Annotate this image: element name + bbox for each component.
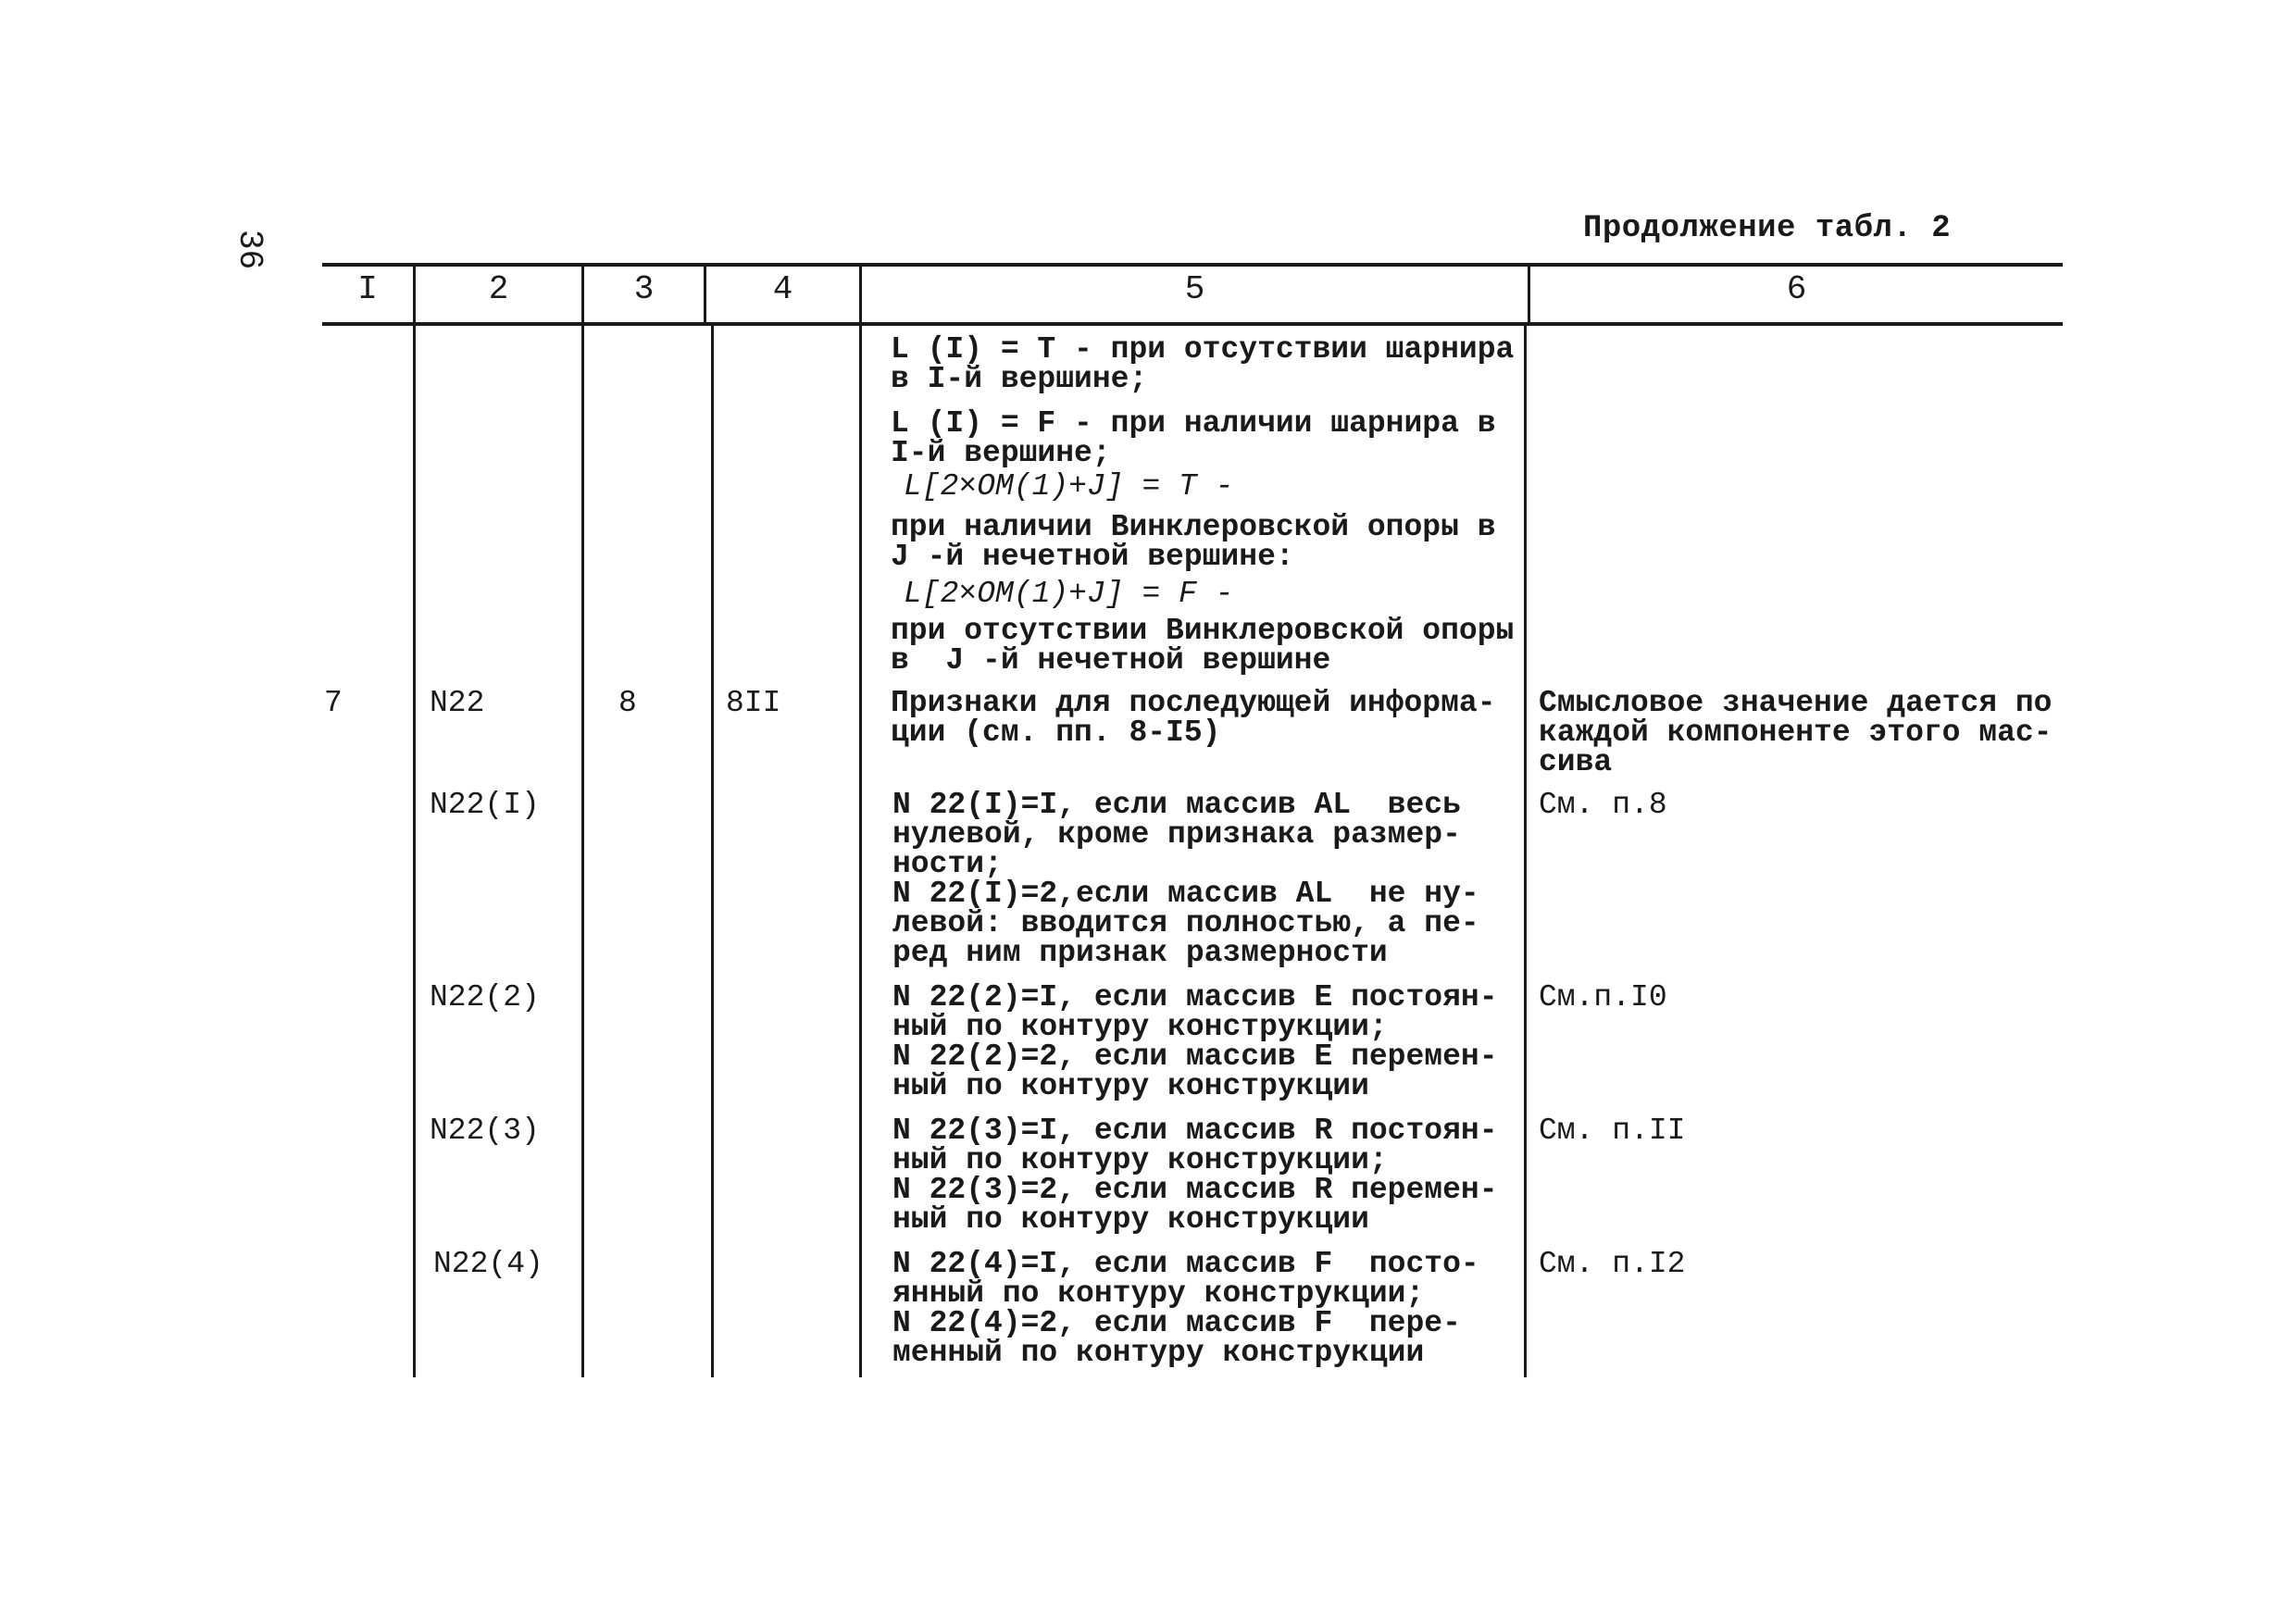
row-description: левой: вводится полностью, а пе- — [892, 906, 1479, 940]
row-note: См. п.I2 — [1539, 1247, 1686, 1281]
col5-line: в I-й вершине; — [891, 362, 1148, 396]
row-description: ности; — [892, 847, 1003, 881]
header-col-3: 3 — [633, 270, 655, 308]
row-number: 7 — [324, 686, 343, 720]
col5-line: J -й нечетной вершине: — [891, 540, 1294, 574]
row-description: N 22(I)=I, если массив AL весь — [892, 788, 1461, 822]
row-description: ции (см. пп. 8-I5) — [891, 716, 1221, 750]
column-divider — [1524, 326, 1527, 1377]
row-description: ный по контуру конструкции; — [892, 1010, 1388, 1044]
row-description: ный по контуру конструкции; — [892, 1143, 1388, 1177]
column-divider — [581, 326, 584, 1377]
col5-line: в J -й нечетной вершине — [891, 643, 1331, 678]
row-identifier: N22(I) — [430, 788, 540, 822]
header-col-4: 4 — [772, 270, 793, 308]
col5-line: при отсутствии Винклеровской опоры — [891, 614, 1515, 648]
row-description: ный по контуру конструкции — [892, 1069, 1369, 1103]
row-identifier: N22(4) — [433, 1247, 543, 1281]
row-description: янный по контуру конструкции; — [892, 1276, 1425, 1311]
row-description: N 22(4)=I, если массив F посто- — [892, 1247, 1479, 1281]
col5-line: L (I) = F - при наличии шарнира в — [891, 406, 1496, 441]
row-description: Признаки для последующей информа- — [891, 686, 1496, 720]
header-col-1: I — [357, 270, 378, 308]
row-description: N 22(3)=2, если массив R перемен- — [892, 1173, 1498, 1207]
row-identifier: N22 — [430, 686, 485, 720]
col5-line: L[2×OM(1)+J] = F - — [904, 577, 1234, 611]
row-identifier: N22(2) — [430, 980, 540, 1014]
column-divider — [859, 326, 862, 1377]
row-description: менный по контуру конструкции — [892, 1336, 1425, 1370]
row-note: Смысловое значение дается по — [1539, 686, 2053, 720]
row-identifier: N22(3) — [430, 1114, 540, 1148]
row-note: См. п.8 — [1539, 788, 1667, 822]
page-number: 36 — [231, 230, 268, 270]
column-divider — [711, 326, 714, 1377]
row-description: N 22(I)=2,если массив AL не ну- — [892, 877, 1479, 911]
row-description: N 22(2)=I, если массив E постоян- — [892, 980, 1498, 1014]
row-description: N 22(2)=2, если массив E перемен- — [892, 1039, 1498, 1074]
row-col3: 8 — [618, 686, 637, 720]
col5-line: I-й вершине; — [891, 436, 1111, 470]
row-note: каждой компоненте этого мас- — [1539, 716, 2053, 750]
table-continuation-title: Продолжение табл. 2 — [1583, 211, 1952, 246]
row-description: ный по контуру конструкции — [892, 1202, 1369, 1237]
col5-line: при наличии Винклеровской опоры в — [891, 510, 1496, 544]
row-note: сива — [1539, 745, 1613, 779]
row-note: См. п.II — [1539, 1114, 1686, 1148]
column-divider — [413, 326, 416, 1377]
row-note: См.п.I0 — [1539, 980, 1667, 1014]
row-description: N 22(4)=2, если массив F пере- — [892, 1306, 1461, 1340]
col5-line: L (I) = T - при отсутствии шарнира — [891, 332, 1515, 367]
row-description: ред ним признак размерности — [892, 936, 1388, 970]
row-description: нулевой, кроме признака размер- — [892, 817, 1461, 852]
header-col-5: 5 — [1184, 270, 1205, 308]
header-col-6: 6 — [1786, 270, 1807, 308]
col5-line: L[2×OM(1)+J] = T - — [904, 469, 1234, 504]
header-col-2: 2 — [488, 270, 509, 308]
row-description: N 22(3)=I, если массив R постоян- — [892, 1114, 1498, 1148]
row-col4: 8II — [726, 686, 781, 720]
